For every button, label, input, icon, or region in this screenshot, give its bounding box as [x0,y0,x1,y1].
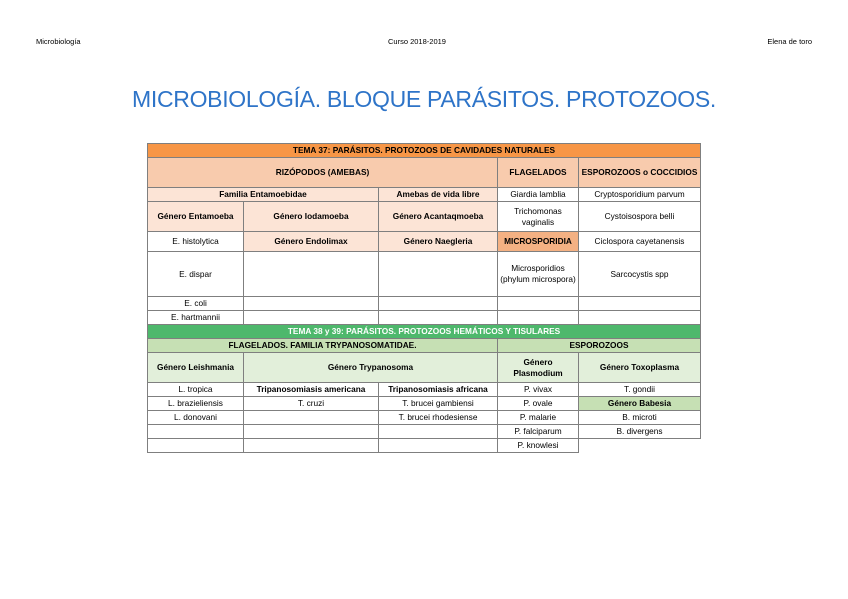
empty-cell [148,425,244,439]
tema37-banner: TEMA 37: PARÁSITOS. PROTOZOOS DE CAVIDADES NATURALES [148,144,701,158]
b-microti-cell: B. microti [579,411,701,425]
cystoisospora-cell: Cystoisospora belli [579,202,701,232]
empty-cell [244,252,379,297]
empty-cell [379,439,498,453]
l-brazieliensis-cell: L. brazieliensis [148,397,244,411]
genero-iodamoeba: Género Iodamoeba [244,202,379,232]
protozoa-table [147,143,701,453]
empty-cell [498,311,579,325]
sarcocystis-cell: Sarcocystis spp [579,252,701,297]
cyclospora-cell: Ciclospora cayetanensis [579,232,701,252]
empty-cell [244,311,379,325]
l-donovani-cell: L. donovani [148,411,244,425]
header-center: Curso 2018-2019 [388,37,446,46]
giardia-cell: Giardia lamblia [498,188,579,202]
genero-naegleria: Género Naegleria [379,232,498,252]
genero-leishmania: Género Leishmania [148,353,244,383]
empty-cell [379,252,498,297]
p-ovale-cell: P. ovale [498,397,579,411]
page-title: MICROBIOLOGÍA. BLOQUE PARÁSITOS. PROTOZOOS. [132,86,716,112]
esporozoos-header: ESPOROZOOS o COCCIDIOS [579,158,701,188]
empty-cell [379,425,498,439]
cryptosporidium-cell: Cryptosporidium parvum [579,188,701,202]
dispar-cell: E. dispar [148,252,244,297]
genero-babesia: Género Babesia [579,397,701,411]
hartmannii-cell: E. hartmannii [148,311,244,325]
empty-cell [244,425,379,439]
p-knowlesi-cell: P. knowlesi [498,439,579,453]
header-left: Microbiología [36,37,81,46]
l-tropica-cell: L. tropica [148,383,244,397]
flagelados-header: FLAGELADOS [498,158,579,188]
header-right: Elena de toro [767,37,812,46]
rizopodos-header: RIZÓPODOS (AMEBAS) [148,158,498,188]
empty-cell [244,411,379,425]
coli-cell: E. coli [148,297,244,311]
genero-trypanosoma: Género Trypanosoma [244,353,498,383]
p-falciparum-cell: P. falciparum [498,425,579,439]
genero-endolimax: Género Endolimax [244,232,379,252]
empty-cell [148,439,244,453]
empty-cell [244,297,379,311]
tripanosomiasis-americana: Tripanosomiasis americana [244,383,379,397]
t-cruzi-cell: T. cruzi [244,397,379,411]
empty-cell [379,297,498,311]
b-divergens-cell: B. divergens [579,425,701,439]
empty-cell [579,439,701,453]
esporozoos-header-2: ESPOROZOOS [498,339,701,353]
histolytica-cell: E. histolytica [148,232,244,252]
t-gondii-cell: T. gondii [579,383,701,397]
empty-cell [379,311,498,325]
genero-toxoplasma: Género Toxoplasma [579,353,701,383]
amebas-vida-libre: Amebas de vida libre [379,188,498,202]
empty-cell [244,439,379,453]
genero-acantamoeba: Género Acantaqmoeba [379,202,498,232]
empty-cell [579,311,701,325]
p-vivax-cell: P. vivax [498,383,579,397]
empty-cell [579,297,701,311]
empty-cell [498,297,579,311]
microsporidios-cell: Microsporidios (phylum microspora) [498,252,579,297]
genero-entamoeba: Género Entamoeba [148,202,244,232]
familia-entamoebidae: Familia Entamoebidae [148,188,379,202]
tema38-banner: TEMA 38 y 39: PARÁSITOS. PROTOZOOS HEMÁTICOS Y TISULARES [148,325,701,339]
trichomonas-cell: Trichomonas vaginalis [498,202,579,232]
microsporidia-header: MICROSPORIDIA [498,232,579,252]
t-rhodesiense-cell: T. brucei rhodesiense [379,411,498,425]
flagelados-trypanosomatidae-header: FLAGELADOS. FAMILIA TRYPANOSOMATIDAE. [148,339,498,353]
p-malarie-cell: P. malarie [498,411,579,425]
tripanosomiasis-africana: Tripanosomiasis africana [379,383,498,397]
t-gambiensi-cell: T. brucei gambiensi [379,397,498,411]
genero-plasmodium: Género Plasmodium [498,353,579,383]
